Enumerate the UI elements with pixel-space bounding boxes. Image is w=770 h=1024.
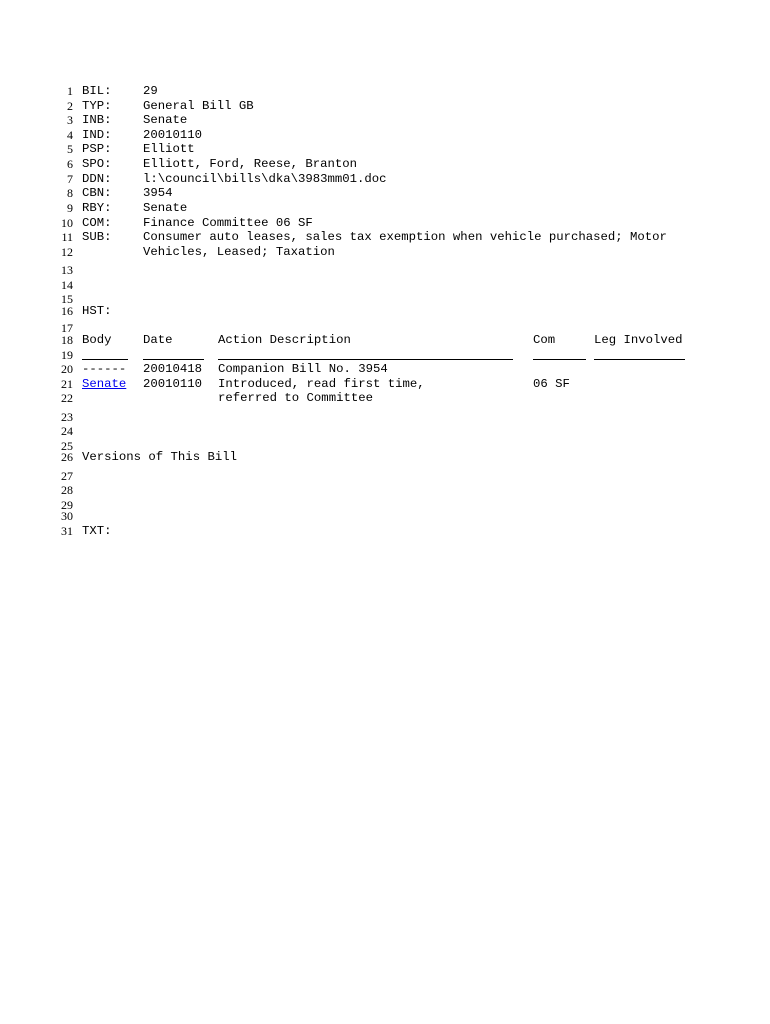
line-number: 18 [61,333,73,347]
history-action: Introduced, read first time, [218,377,425,391]
field-label: COM: [82,216,112,230]
line-number: 10 [61,216,73,230]
history-action: Companion Bill No. 3954 [218,362,388,376]
field-label: RBY: [82,201,112,215]
line-number: 24 [61,424,73,438]
field-value: 29 [143,84,158,98]
line-number: 12 [61,245,73,259]
line-number: 27 [61,469,73,483]
field-label: SPO: [82,157,112,171]
line-number: 30 [61,509,73,523]
column-header-body: Body [82,333,112,347]
history-label: HST: [82,304,112,318]
field-value: Finance Committee 06 SF [143,216,313,230]
column-rule [533,359,586,360]
line-number: 16 [61,304,73,318]
line-number: 23 [61,410,73,424]
field-label: IND: [82,128,112,142]
line-number: 25 [61,439,73,453]
line-number: 4 [67,128,73,142]
subject-continuation: Vehicles, Leased; Taxation [143,245,335,259]
column-header-com: Com [533,333,556,347]
column-rule [82,359,128,360]
line-number: 22 [61,391,73,405]
line-number: 3 [67,113,73,127]
field-value: Senate [143,201,188,215]
history-date: 20010418 [143,362,203,376]
line-number: 14 [61,278,73,292]
line-number: 7 [67,172,73,186]
line-number: 19 [61,348,73,362]
text-label: TXT: [82,524,112,538]
field-value: Consumer auto leases, sales tax exemption when vehicle purchased; Motor [143,230,667,244]
line-number: 29 [61,498,73,512]
line-number: 31 [61,524,73,538]
column-header-action: Action Description [218,333,351,347]
line-number: 17 [61,321,73,335]
column-header-date: Date [143,333,173,347]
line-number: 21 [61,377,73,391]
column-rule [218,359,513,360]
line-number: 9 [67,201,73,215]
field-label: CBN: [82,186,112,200]
line-number: 2 [67,99,73,113]
field-label: SUB: [82,230,112,244]
field-label: PSP: [82,142,112,156]
line-number: 13 [61,263,73,277]
history-date: 20010110 [143,377,203,391]
line-number: 5 [67,142,73,156]
line-number: 11 [61,230,73,244]
field-value: 20010110 [143,128,203,142]
field-value: 3954 [143,186,173,200]
line-number: 28 [61,483,73,497]
history-action-continuation: referred to Committee [218,391,373,405]
field-value: Elliott, Ford, Reese, Branton [143,157,358,171]
field-value: l:\council\bills\dka\3983mm01.doc [143,172,387,186]
history-com: 06 SF [533,377,570,391]
field-label: INB: [82,113,112,127]
field-label: TYP: [82,99,112,113]
field-label: BIL: [82,84,112,98]
history-body: ------ [82,362,127,376]
field-value: Elliott [143,142,195,156]
field-value: General Bill GB [143,99,254,113]
line-number: 8 [67,186,73,200]
versions-heading: Versions of This Bill [82,450,237,464]
field-value: Senate [143,113,188,127]
line-number: 20 [61,362,73,376]
column-rule [594,359,685,360]
line-number: 15 [61,292,73,306]
column-header-leg: Leg Involved [594,333,683,347]
senate-link[interactable]: Senate [82,377,127,391]
field-label: DDN: [82,172,112,186]
column-rule [143,359,204,360]
line-number: 6 [67,157,73,171]
line-number: 26 [61,450,73,464]
line-number: 1 [67,84,73,98]
